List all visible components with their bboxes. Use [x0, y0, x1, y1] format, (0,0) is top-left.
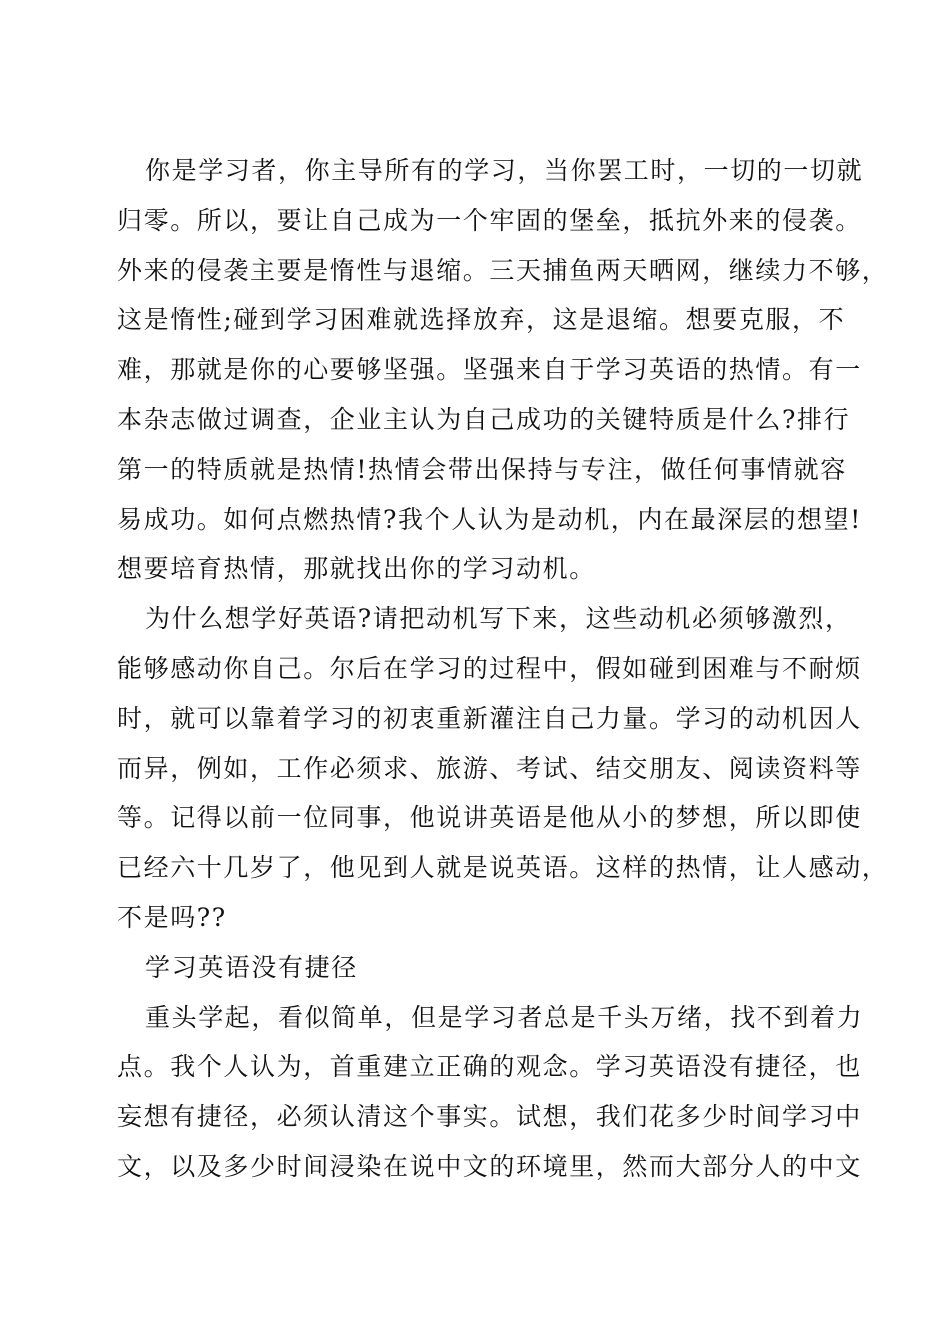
text-line: 外来的侵袭主要是惰性与退缩。三天捕鱼两天晒网，继续力不够， [117, 255, 889, 285]
text-line: 难，那就是你的心要够坚强。坚强来自于学习英语的热情。有一 [117, 355, 862, 385]
body-text [117, 146, 889, 1192]
text-line: 本杂志做过调查，企业主认为自己成功的关键特质是什么?排行 [117, 404, 851, 434]
text-line: 不是吗?? [117, 902, 227, 932]
text-line: 你是学习者，你主导所有的学习，当你罢工时，一切的一切就 [145, 156, 864, 185]
text-line: 点。我个人认为，首重建立正确的观念。学习英语没有捷径，也 [117, 1052, 862, 1082]
text-line: 能够感动你自己。尔后在学习的过程中，假如碰到困难与不耐烦 [117, 653, 862, 683]
text-line: 想要培育热情，那就找出你的学习动机。 [117, 554, 596, 584]
text-line: 时，就可以靠着学习的初衷重新灌注自己力量。学习的动机因人 [117, 703, 862, 733]
text-line: 已经六十几岁了，他见到人就是说英语。这样的热情，让人感动， [117, 853, 889, 883]
text-line: 文，以及多少时间浸染在说中文的环境里，然而大部分人的中文 [117, 1151, 862, 1181]
section-heading: 学习英语没有捷径 [145, 952, 358, 982]
text-line: 妄想有捷径，必须认清这个事实。试想，我们花多少时间学习中 [117, 1102, 862, 1132]
text-line: 而异，例如，工作必须求、旅游、考试、结交朋友、阅读资料等 [117, 753, 862, 783]
text-line: 第一的特质就是热情!热情会带出保持与专注，做任何事情就容 [117, 454, 847, 484]
text-line: 等。记得以前一位同事，他说讲英语是他从小的梦想，所以即使 [117, 803, 862, 833]
text-line: 为什么想学好英语?请把动机写下来，这些动机必须够激烈， [145, 604, 852, 634]
text-line: 易成功。如何点燃热情?我个人认为是动机，内在最深层的想望! [117, 504, 862, 534]
text-line: 重头学起，看似简单，但是学习者总是千头万绪，找不到着力 [145, 1002, 864, 1032]
text-line: 归零。所以，要让自己成为一个牢固的堡垒，抵抗外来的侵袭。 [117, 205, 862, 235]
text-line: 这是惰性;碰到学习困难就选择放弃，这是退缩。想要克服，不 [117, 305, 846, 335]
